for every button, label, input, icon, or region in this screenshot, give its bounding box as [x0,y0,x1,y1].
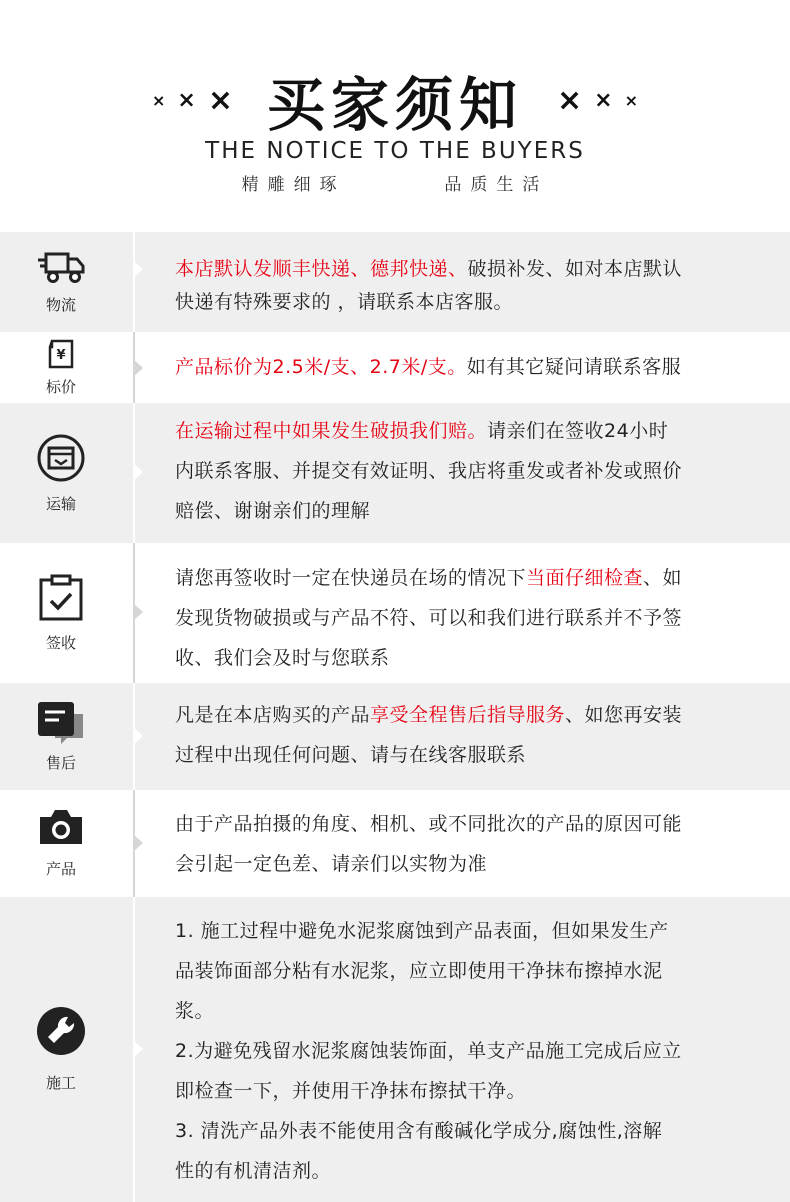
body-text: 品装饰面部分粘有水泥浆，应立即使用干净抹布擦掉水泥 [175,960,663,982]
x-mark-icon: × [557,82,583,118]
body-text: 请亲们在签收24小时 [487,420,669,442]
highlight-text: 产品标价为2.5米/支、2.7米/支。 [175,356,467,378]
body-text: 、如 [643,567,683,589]
body-text: 快递有特殊要求的 ，请联系本店客服。 [175,291,514,313]
body-text: 过程中出现任何问题、请与在线客服联系 [175,744,527,766]
wrench-icon [36,1006,86,1060]
section-label: 产品 [45,860,76,878]
section-shipping [0,403,790,543]
subtitle-left: 精雕细琢 [241,175,346,195]
chat-bubble-icon [37,700,85,750]
divider-arrow [133,727,143,745]
title-decoration-right [557,83,638,118]
title-row [0,64,790,139]
section-after-sales [0,683,790,790]
title-decoration-left [152,83,233,118]
divider-arrow [133,603,143,621]
body-text: 3. 清洗产品外表不能使用含有酸碱化学成分,腐蚀性,溶解 [175,1120,663,1142]
section-icon-column [0,403,122,543]
body-text: 性的有机清洁剂。 [175,1160,332,1182]
section-icon-column [0,332,122,403]
price-tag-icon [46,338,76,374]
section-logistics [0,232,790,332]
section-icon-column [0,790,122,897]
page-title: 买家须知 [266,71,523,139]
section-label: 签收 [45,633,76,652]
body-text: 会引起一定色差、请亲们以实物为准 [175,853,488,875]
x-mark-icon: × [207,82,233,118]
body-text: 赔偿、谢谢亲们的理解 [175,500,371,522]
section-label: 施工 [45,1074,76,1092]
divider-arrow [133,260,143,278]
section-text [175,695,768,775]
divider [133,232,135,332]
x-mark-icon: × [177,87,196,113]
section-icon-column [0,232,122,332]
section-text [175,352,768,383]
body-text: 收、我们会及时与您联系 [175,647,390,669]
divider-arrow [133,834,143,852]
section-pricing [0,332,790,403]
subtitle-chinese [0,170,790,195]
section-icon-column [0,683,122,790]
divider-arrow [133,463,143,481]
section-label: 物流 [45,295,76,314]
section-receipt [0,543,790,683]
section-installation [0,897,790,1202]
body-text: 发现货物破损或与产品不符、可以和我们进行联系并不予签 [175,607,683,629]
body-text: 即检查一下，并使用干净抹布擦拭干净。 [175,1080,527,1102]
body-text: 请您再签收时一定在快递员在场的情况下 [175,567,527,589]
section-text [175,253,768,319]
subtitle-english: THE NOTICE TO THE BUYERS [205,138,585,164]
body-text: 内联系客服、并提交有效证明、我店将重发或者补发或照价 [175,460,683,482]
section-text [175,911,768,1191]
package-circle-icon [36,433,86,487]
section-text [175,411,768,531]
camera-icon [38,808,84,850]
x-mark-icon: × [594,87,613,113]
svg-text:¥: ¥ [56,348,66,363]
body-text: 凡是在本店购买的产品 [175,704,371,726]
highlight-text: 当面仔细检查 [526,567,644,589]
section-icon-column [0,897,122,1202]
body-text: 2.为避免残留水泥浆腐蚀装饰面，单支产品施工完成后应立 [175,1040,682,1062]
divider-arrow [133,1040,143,1058]
body-text: 如有其它疑问请联系客服 [466,356,682,378]
body-text: 破损补发、如对本店默认 [467,258,683,280]
section-text [175,558,768,678]
section-product [0,790,790,897]
x-mark-icon: × [624,90,638,110]
body-text: 1. 施工过程中避免水泥浆腐蚀到产品表面，但如果发生产 [175,920,669,942]
section-label: 标价 [45,378,76,396]
body-text: 、如您再安装 [565,704,683,726]
divider-arrow [133,359,143,377]
section-icon-column [0,543,122,683]
highlight-text: 享受全程售后指导服务 [370,704,566,726]
delivery-truck-icon [37,250,85,288]
clipboard-check-icon [38,574,84,626]
highlight-text: 在运输过程中如果发生破损我们赔。 [175,420,488,442]
body-text: 浆。 [175,1000,215,1022]
section-label: 售后 [45,754,76,772]
section-text [175,804,768,884]
header [0,0,790,232]
section-label: 运输 [45,494,76,513]
body-text: 由于产品拍摄的角度、相机、或不同批次的产品的原因可能 [175,813,683,835]
highlight-text: 本店默认发顺丰快递、德邦快递、 [175,258,468,280]
x-mark-icon: × [152,90,166,110]
subtitle-right: 品质生活 [444,175,549,195]
